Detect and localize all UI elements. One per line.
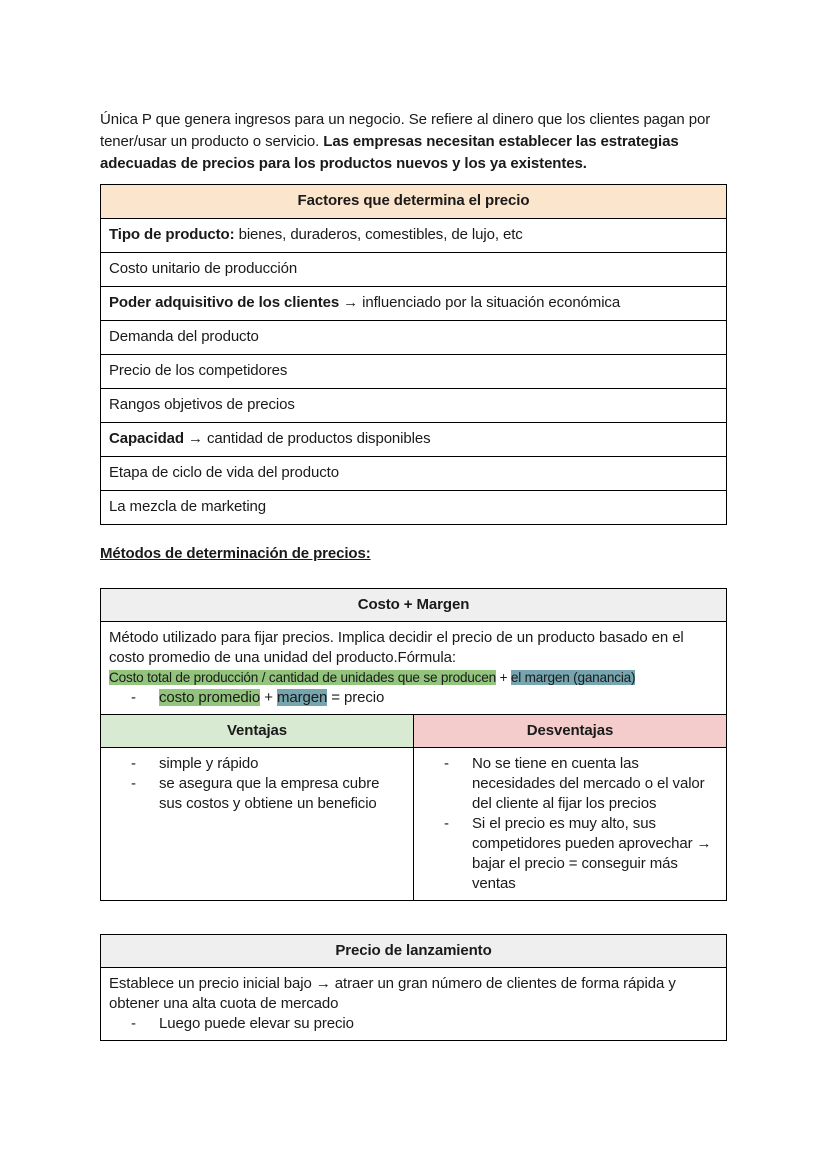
table-row xyxy=(101,457,727,491)
costo-margen-description-cell xyxy=(101,622,727,715)
ventajas-cell xyxy=(101,748,414,901)
bullet-dash: - xyxy=(131,689,136,706)
bullet-dash: - xyxy=(131,755,136,772)
row-lead: Capacidad xyxy=(109,430,184,447)
formula-bullet xyxy=(109,688,718,708)
bullet-dash: - xyxy=(444,755,449,772)
table-row xyxy=(101,321,727,355)
list-item-text: simple y rápido xyxy=(159,755,259,772)
pros-cons-header-row xyxy=(101,715,727,748)
table-row xyxy=(101,423,727,457)
list-item-text: Luego puede elevar su precio xyxy=(159,1015,354,1032)
intro-text-normal: Única P que genera ingresos para un negocio. Se refiere al dinero que los clientes pagan por tener/usar un producto o servicio. xyxy=(100,111,711,150)
list-item-text: No se tiene en cuenta las necesidades del mercado o el valor del cliente al fijar los precios xyxy=(472,755,705,812)
formula-blue-highlight: el margen (ganancia) xyxy=(510,670,636,685)
costo-margen-header-row xyxy=(101,589,727,622)
table-row xyxy=(101,219,727,253)
row-text: La mezcla de marketing xyxy=(109,498,267,515)
table-row xyxy=(101,355,727,389)
bullet-dash: - xyxy=(131,775,136,792)
row-lead: Poder adquisitivo de los clientes xyxy=(109,294,340,311)
lanzamiento-table xyxy=(100,934,727,1041)
costo-margen-title: Costo + Margen xyxy=(101,589,727,622)
costo-margen-description: Método utilizado para fijar precios. Implica decidir el precio de un producto basado en el costo promedio de una unidad del producto.Fórmula: xyxy=(109,629,684,666)
table-row xyxy=(101,491,727,525)
formula-plus: + xyxy=(496,670,511,685)
lanzamiento-body-row xyxy=(101,968,727,1041)
bullet-text xyxy=(159,688,718,708)
bullet-dash: - xyxy=(131,1015,136,1032)
row-text: Costo unitario de producción xyxy=(109,260,298,277)
bullet-green-highlight: costo promedio xyxy=(159,689,261,706)
desventajas-header: Desventajas xyxy=(414,715,727,748)
row-text: → influenciado por la situación económica xyxy=(339,294,621,311)
formula-line xyxy=(109,668,718,688)
lanzamiento-header-row xyxy=(101,935,727,968)
costo-margen-table xyxy=(100,588,727,901)
lanzamiento-title: Precio de lanzamiento xyxy=(101,935,727,968)
bullet-dash: - xyxy=(444,815,449,832)
bullet-plus: + xyxy=(260,689,277,706)
formula-green-highlight: Costo total de producción / cantidad de unidades que se producen xyxy=(109,670,496,685)
factores-header-row xyxy=(101,185,727,219)
row-text: → cantidad de productos disponibles xyxy=(183,430,431,447)
row-text: Demanda del producto xyxy=(109,328,259,345)
list-item xyxy=(422,754,718,814)
pros-cons-content-row xyxy=(101,748,727,901)
row-lead: Tipo de producto: xyxy=(109,226,235,243)
row-text: Precio de los competidores xyxy=(109,362,288,379)
list-item xyxy=(422,814,718,894)
costo-margen-body-row xyxy=(101,622,727,715)
lanzamiento-description-cell xyxy=(101,968,727,1041)
row-text: Etapa de ciclo de vida del producto xyxy=(109,464,339,481)
list-item-text: Si el precio es muy alto, sus competidores pueden aprovechar → bajar el precio = conseguir más ventas xyxy=(472,815,712,892)
factores-table xyxy=(100,184,727,525)
bullet-blue-highlight: margen xyxy=(276,689,328,706)
table-row xyxy=(101,389,727,423)
list-item xyxy=(109,1014,718,1034)
row-text: bienes, duraderos, comestibles, de lujo, etc xyxy=(234,226,523,243)
table-row xyxy=(101,253,727,287)
intro-paragraph xyxy=(100,109,727,175)
lanzamiento-description: Establece un precio inicial bajo → atraer un gran número de clientes de forma rápida y obtener una alta cuota de mercado xyxy=(109,975,676,1012)
bullet-end: = precio xyxy=(327,689,385,706)
table-row xyxy=(101,287,727,321)
ventajas-header: Ventajas xyxy=(101,715,414,748)
factores-table-title: Factores que determina el precio xyxy=(101,185,727,219)
list-item xyxy=(109,774,405,814)
intro-text-bold: Las empresas necesitan establecer las estrategias adecuadas de precios para los productos nuevos y los ya existentes. xyxy=(100,133,679,172)
list-item xyxy=(109,754,405,774)
desventajas-cell xyxy=(414,748,727,901)
list-item-text: se asegura que la empresa cubre sus costos y obtiene un beneficio xyxy=(159,775,380,812)
section-heading: Métodos de determinación de precios: xyxy=(100,545,371,562)
row-text: Rangos objetivos de precios xyxy=(109,396,295,413)
